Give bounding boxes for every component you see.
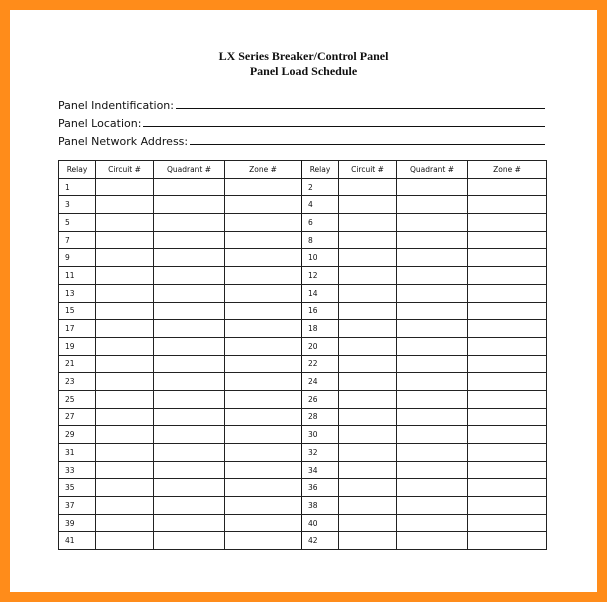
relay-number-cell: 6: [302, 214, 339, 232]
relay-number-cell: 32: [302, 444, 339, 462]
quadrant-cell[interactable]: [397, 284, 468, 302]
table-row: [59, 337, 547, 355]
zone-cell[interactable]: [225, 267, 302, 285]
circuit-cell[interactable]: [339, 320, 397, 338]
zone-cell[interactable]: [225, 249, 302, 267]
quadrant-cell[interactable]: [154, 284, 225, 302]
circuit-cell[interactable]: [339, 461, 397, 479]
table-row: [59, 178, 547, 196]
panel-network-address-label: Panel Network Address:: [58, 135, 189, 148]
quadrant-cell[interactable]: [397, 178, 468, 196]
zone-cell[interactable]: [468, 426, 547, 444]
relay-number-cell: 37: [59, 497, 96, 515]
zone-header: Zone #: [225, 161, 302, 179]
circuit-cell[interactable]: [96, 497, 154, 515]
circuit-cell[interactable]: [339, 373, 397, 391]
zone-cell[interactable]: [225, 355, 302, 373]
panel-identification-field[interactable]: [58, 96, 545, 112]
quadrant-cell[interactable]: [397, 231, 468, 249]
quadrant-cell[interactable]: [154, 249, 225, 267]
zone-cell[interactable]: [225, 408, 302, 426]
zone-cell[interactable]: [225, 444, 302, 462]
relay-number-cell: 12: [302, 267, 339, 285]
circuit-cell[interactable]: [96, 214, 154, 232]
quadrant-cell[interactable]: [154, 231, 225, 249]
circuit-cell[interactable]: [96, 284, 154, 302]
table-row: [59, 390, 547, 408]
relay-number-cell: 16: [302, 302, 339, 320]
zone-cell[interactable]: [468, 337, 547, 355]
circuit-cell[interactable]: [339, 196, 397, 214]
circuit-cell[interactable]: [339, 302, 397, 320]
zone-cell[interactable]: [468, 178, 547, 196]
circuit-cell[interactable]: [339, 267, 397, 285]
table-row: [59, 249, 547, 267]
relay-number-cell: 21: [59, 355, 96, 373]
quadrant-cell[interactable]: [397, 426, 468, 444]
relay-number-cell: 10: [302, 249, 339, 267]
relay-number-cell: 38: [302, 497, 339, 515]
zone-cell[interactable]: [225, 302, 302, 320]
quadrant-cell[interactable]: [397, 514, 468, 532]
document-subtitle: Panel Load Schedule: [249, 64, 358, 78]
circuit-cell[interactable]: [96, 231, 154, 249]
zone-cell[interactable]: [468, 479, 547, 497]
quadrant-cell[interactable]: [397, 214, 468, 232]
zone-cell[interactable]: [225, 196, 302, 214]
zone-cell[interactable]: [225, 373, 302, 391]
table-row: [59, 355, 547, 373]
panel-network-address-field[interactable]: [58, 132, 545, 148]
relay-number-cell: 15: [59, 302, 96, 320]
zone-cell[interactable]: [468, 373, 547, 391]
zone-cell[interactable]: [225, 337, 302, 355]
relay-number-cell: 39: [59, 514, 96, 532]
table-row: [59, 408, 547, 426]
circuit-cell[interactable]: [339, 249, 397, 267]
quadrant-cell[interactable]: [397, 444, 468, 462]
table-body: [59, 178, 547, 549]
circuit-cell[interactable]: [96, 302, 154, 320]
relay-number-cell: 20: [302, 337, 339, 355]
load-schedule-table: [58, 160, 547, 550]
table-row: [59, 461, 547, 479]
circuit-cell[interactable]: [96, 426, 154, 444]
circuit-cell[interactable]: [96, 373, 154, 391]
zone-cell[interactable]: [468, 444, 547, 462]
circuit-cell[interactable]: [96, 461, 154, 479]
circuit-cell[interactable]: [339, 426, 397, 444]
relay-header: Relay: [59, 161, 96, 179]
document-page: [10, 10, 597, 592]
table-row: [59, 267, 547, 285]
relay-number-cell: 9: [59, 249, 96, 267]
relay-number-cell: 1: [59, 178, 96, 196]
relay-number-cell: 19: [59, 337, 96, 355]
zone-cell[interactable]: [468, 408, 547, 426]
zone-cell[interactable]: [468, 196, 547, 214]
quadrant-cell[interactable]: [154, 178, 225, 196]
quadrant-cell[interactable]: [397, 479, 468, 497]
zone-cell[interactable]: [225, 532, 302, 550]
quadrant-cell[interactable]: [397, 196, 468, 214]
circuit-cell[interactable]: [96, 178, 154, 196]
quadrant-cell[interactable]: [154, 355, 225, 373]
quadrant-cell[interactable]: [154, 514, 225, 532]
relay-number-cell: 28: [302, 408, 339, 426]
quadrant-cell[interactable]: [154, 320, 225, 338]
relay-number-cell: 30: [302, 426, 339, 444]
table-row: [59, 514, 547, 532]
table-header-row: [59, 161, 547, 179]
panel-location-field[interactable]: [58, 114, 545, 130]
quadrant-cell[interactable]: [154, 479, 225, 497]
zone-cell[interactable]: [225, 231, 302, 249]
table-row: [59, 426, 547, 444]
zone-cell[interactable]: [225, 479, 302, 497]
circuit-cell[interactable]: [339, 284, 397, 302]
table-row: [59, 497, 547, 515]
zone-cell[interactable]: [225, 390, 302, 408]
circuit-cell[interactable]: [96, 320, 154, 338]
quadrant-cell[interactable]: [154, 461, 225, 479]
quadrant-cell[interactable]: [154, 302, 225, 320]
panel-identification-label: Panel Indentification:: [58, 99, 174, 112]
relay-number-cell: 2: [302, 178, 339, 196]
relay-number-cell: 23: [59, 373, 96, 391]
quadrant-cell[interactable]: [154, 267, 225, 285]
relay-number-cell: 14: [302, 284, 339, 302]
quadrant-cell[interactable]: [397, 390, 468, 408]
zone-cell[interactable]: [468, 284, 547, 302]
zone-cell[interactable]: [468, 532, 547, 550]
relay-number-cell: 7: [59, 231, 96, 249]
circuit-cell[interactable]: [96, 390, 154, 408]
circuit-cell[interactable]: [339, 532, 397, 550]
quadrant-cell[interactable]: [154, 532, 225, 550]
table-row: [59, 231, 547, 249]
relay-number-cell: 40: [302, 514, 339, 532]
relay-number-cell: 4: [302, 196, 339, 214]
relay-number-cell: 5: [59, 214, 96, 232]
zone-cell[interactable]: [468, 355, 547, 373]
circuit-cell[interactable]: [96, 444, 154, 462]
table-row: [59, 373, 547, 391]
quadrant-cell[interactable]: [397, 355, 468, 373]
circuit-cell[interactable]: [339, 479, 397, 497]
quadrant-cell[interactable]: [154, 426, 225, 444]
quadrant-cell[interactable]: [154, 444, 225, 462]
zone-cell[interactable]: [468, 231, 547, 249]
relay-number-cell: 35: [59, 479, 96, 497]
relay-number-cell: 27: [59, 408, 96, 426]
relay-number-cell: 36: [302, 479, 339, 497]
quadrant-cell[interactable]: [397, 302, 468, 320]
circuit-cell[interactable]: [339, 214, 397, 232]
panel-network-address-line[interactable]: [190, 144, 545, 145]
zone-cell[interactable]: [225, 284, 302, 302]
zone-cell[interactable]: [225, 214, 302, 232]
zone-cell[interactable]: [468, 267, 547, 285]
zone-header: Zone #: [468, 161, 547, 179]
quadrant-header: Quadrant #: [397, 161, 468, 179]
relay-number-cell: 34: [302, 461, 339, 479]
panel-location-line[interactable]: [143, 126, 545, 127]
table-row: [59, 532, 547, 550]
relay-number-cell: 25: [59, 390, 96, 408]
relay-header: Relay: [302, 161, 339, 179]
circuit-cell[interactable]: [339, 355, 397, 373]
circuit-cell[interactable]: [339, 231, 397, 249]
quadrant-cell[interactable]: [154, 390, 225, 408]
quadrant-cell[interactable]: [154, 196, 225, 214]
circuit-cell[interactable]: [339, 497, 397, 515]
quadrant-cell[interactable]: [397, 373, 468, 391]
table-row: [59, 320, 547, 338]
quadrant-cell[interactable]: [397, 337, 468, 355]
circuit-header: Circuit #: [96, 161, 154, 179]
circuit-cell[interactable]: [339, 408, 397, 426]
quadrant-cell[interactable]: [154, 337, 225, 355]
zone-cell[interactable]: [468, 214, 547, 232]
quadrant-cell[interactable]: [397, 497, 468, 515]
quadrant-cell[interactable]: [397, 320, 468, 338]
table-row: [59, 302, 547, 320]
relay-number-cell: 8: [302, 231, 339, 249]
relay-number-cell: 26: [302, 390, 339, 408]
circuit-cell[interactable]: [96, 337, 154, 355]
circuit-cell[interactable]: [339, 514, 397, 532]
quadrant-cell[interactable]: [154, 373, 225, 391]
relay-number-cell: 31: [59, 444, 96, 462]
circuit-cell[interactable]: [96, 355, 154, 373]
quadrant-cell[interactable]: [154, 408, 225, 426]
relay-number-cell: 18: [302, 320, 339, 338]
zone-cell[interactable]: [225, 426, 302, 444]
circuit-cell[interactable]: [96, 267, 154, 285]
zone-cell[interactable]: [225, 461, 302, 479]
circuit-cell[interactable]: [339, 390, 397, 408]
zone-cell[interactable]: [468, 320, 547, 338]
zone-cell[interactable]: [225, 497, 302, 515]
circuit-cell[interactable]: [96, 532, 154, 550]
relay-number-cell: 29: [59, 426, 96, 444]
quadrant-cell[interactable]: [397, 267, 468, 285]
document-title: LX Series Breaker/Control Panel: [218, 49, 389, 63]
relay-number-cell: 41: [59, 532, 96, 550]
table-row: [59, 479, 547, 497]
zone-cell[interactable]: [468, 497, 547, 515]
zone-cell[interactable]: [468, 390, 547, 408]
relay-number-cell: 33: [59, 461, 96, 479]
circuit-cell[interactable]: [96, 196, 154, 214]
circuit-header: Circuit #: [339, 161, 397, 179]
panel-location-label: Panel Location:: [58, 117, 142, 130]
relay-number-cell: 42: [302, 532, 339, 550]
circuit-cell[interactable]: [96, 514, 154, 532]
relay-number-cell: 11: [59, 267, 96, 285]
relay-number-cell: 17: [59, 320, 96, 338]
circuit-cell[interactable]: [339, 444, 397, 462]
relay-number-cell: 24: [302, 373, 339, 391]
relay-number-cell: 22: [302, 355, 339, 373]
relay-number-cell: 3: [59, 196, 96, 214]
circuit-cell[interactable]: [96, 249, 154, 267]
table-row: [59, 196, 547, 214]
circuit-cell[interactable]: [96, 479, 154, 497]
zone-cell[interactable]: [225, 514, 302, 532]
quadrant-cell[interactable]: [397, 249, 468, 267]
circuit-cell[interactable]: [339, 337, 397, 355]
quadrant-header: Quadrant #: [154, 161, 225, 179]
zone-cell[interactable]: [468, 514, 547, 532]
table-row: [59, 214, 547, 232]
panel-identification-line[interactable]: [176, 108, 545, 109]
zone-cell[interactable]: [468, 249, 547, 267]
quadrant-cell[interactable]: [397, 532, 468, 550]
quadrant-cell[interactable]: [397, 408, 468, 426]
zone-cell[interactable]: [468, 461, 547, 479]
circuit-cell[interactable]: [96, 408, 154, 426]
zone-cell[interactable]: [225, 178, 302, 196]
circuit-cell[interactable]: [339, 178, 397, 196]
zone-cell[interactable]: [468, 302, 547, 320]
quadrant-cell[interactable]: [397, 461, 468, 479]
quadrant-cell[interactable]: [154, 214, 225, 232]
relay-number-cell: 13: [59, 284, 96, 302]
table-row: [59, 444, 547, 462]
zone-cell[interactable]: [225, 320, 302, 338]
quadrant-cell[interactable]: [154, 497, 225, 515]
table-row: [59, 284, 547, 302]
